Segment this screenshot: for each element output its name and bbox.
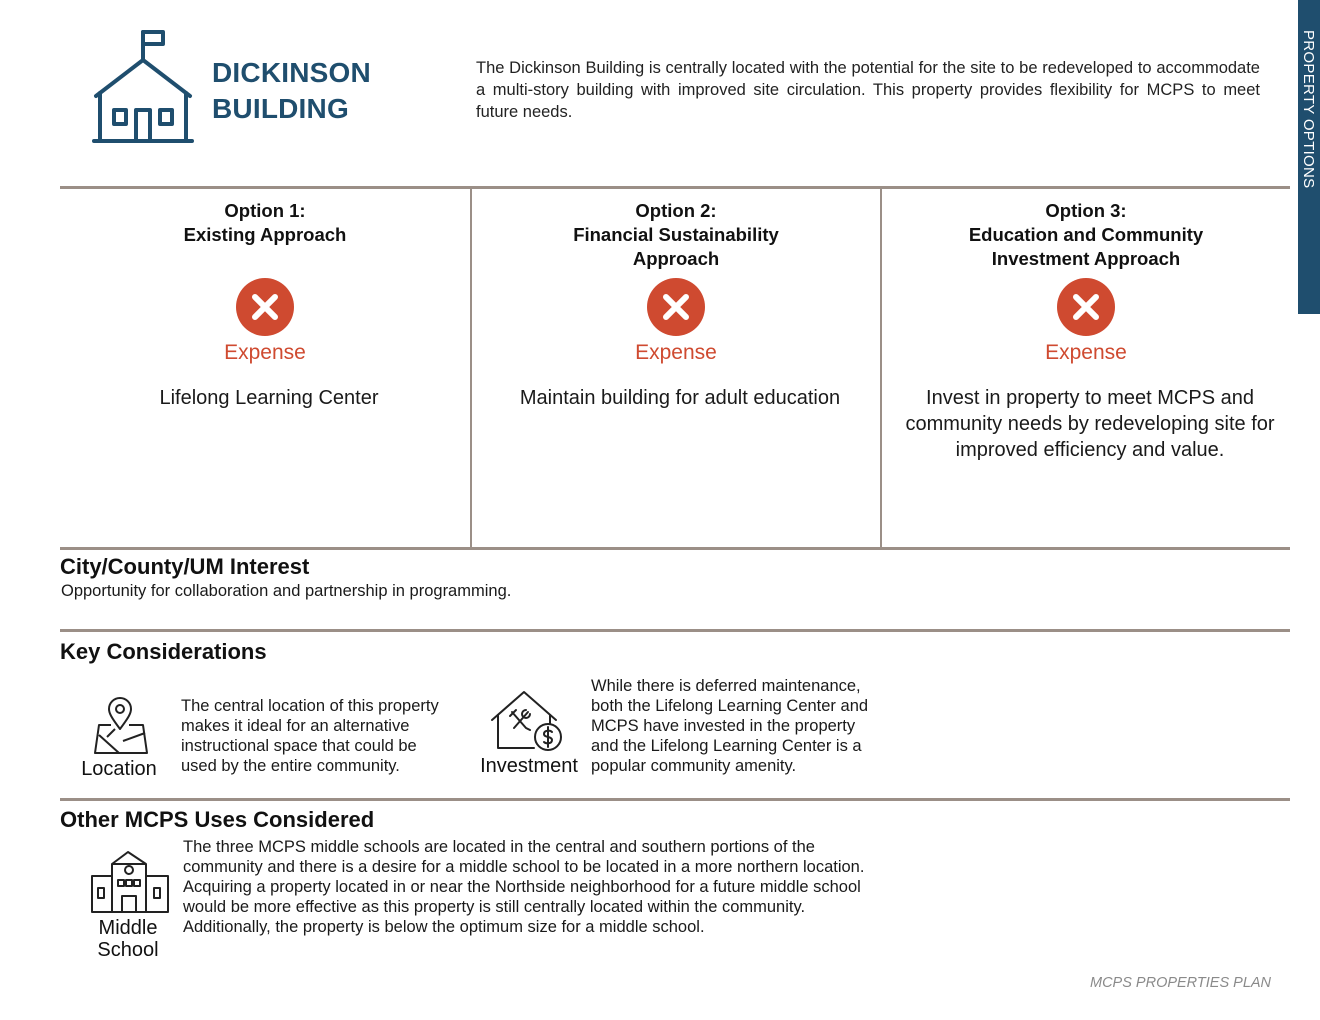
option-description: Lifelong Learning Center <box>159 387 379 409</box>
option-1 <box>60 189 470 548</box>
property-options-tab <box>1298 0 1320 314</box>
other-uses-heading: Other MCPS Uses Considered <box>60 807 375 832</box>
x-circle-icon <box>647 278 705 336</box>
expense-label: Expense <box>1045 341 1127 364</box>
option-name-cont: Investment Approach <box>991 248 1181 269</box>
investment-label: Investment <box>480 755 578 777</box>
expense-label: Expense <box>224 341 306 364</box>
location-label: Location <box>81 758 157 780</box>
option-name: Existing Approach <box>183 224 347 245</box>
divider <box>60 629 1290 632</box>
page-title <box>212 55 371 127</box>
option-number: Option 1: <box>224 200 306 221</box>
option-title <box>60 199 470 247</box>
options-grid <box>60 189 1290 548</box>
x-circle-icon <box>236 278 294 336</box>
investment-text: While there is deferred maintenance, both the Lifelong Learning Center and MCPS have invested in the property and the Lifelong Learning Center is a popular community amenity. <box>591 677 869 775</box>
option-description: Maintain building for adult education <box>519 387 841 409</box>
side-tab-label: PROPERTY OPTIONS <box>1300 30 1317 189</box>
middle-school-label-line1: Middle <box>98 917 158 939</box>
intro-paragraph: The Dickinson Building is centrally located with the potential for the site to be redeveloped to accommodate a multi-story building with improved site circulation. This property provides flexibility for MCPS to meet future needs. <box>476 59 1260 121</box>
divider <box>60 547 1290 550</box>
option-number: Option 3: <box>1045 200 1127 221</box>
footer-text: MCPS PROPERTIES PLAN <box>1090 975 1272 991</box>
interest-text: Opportunity for collaboration and partnership in programming. <box>61 582 512 600</box>
middle-school-label-line2: School <box>97 939 159 961</box>
option-name: Financial Sustainability <box>573 224 779 245</box>
divider <box>60 798 1290 801</box>
map-pin-icon <box>93 697 149 755</box>
page-title-line2: BUILDING <box>212 93 349 124</box>
x-circle-icon <box>1057 278 1115 336</box>
house-dollar-icon <box>490 690 566 752</box>
expense-label: Expense <box>635 341 717 364</box>
location-text: The central location of this property makes it ideal for an alternative instructional space that could be used by the entire community. <box>181 697 439 775</box>
option-name-cont: Approach <box>632 248 720 269</box>
page-title-line1: DICKINSON <box>212 57 371 88</box>
interest-heading: City/County/UM Interest <box>60 554 310 579</box>
option-title <box>472 199 880 271</box>
school-icon <box>90 850 170 914</box>
option-title <box>882 199 1290 271</box>
option-description: Invest in property to meet MCPS and community needs by redeveloping site for improved efficiency and value. <box>905 387 1275 461</box>
option-name: Education and Community <box>968 224 1204 245</box>
option-3 <box>880 189 1290 548</box>
option-2 <box>470 189 880 548</box>
school-building-icon <box>90 28 196 148</box>
middle-school-label <box>88 917 168 961</box>
other-uses-text: The three MCPS middle schools are located in the central and southern portions of the community and there is a desire for a middle school to be located in a more northern location. Acquiring a property located in or near the Northside neighborhood for a future middle school would be more effective as this property is still centrally located within the community. Additionally, the property is below the optimum size for a middle school. <box>183 838 865 936</box>
option-number: Option 2: <box>635 200 717 221</box>
key-considerations-heading: Key Considerations <box>60 639 267 664</box>
